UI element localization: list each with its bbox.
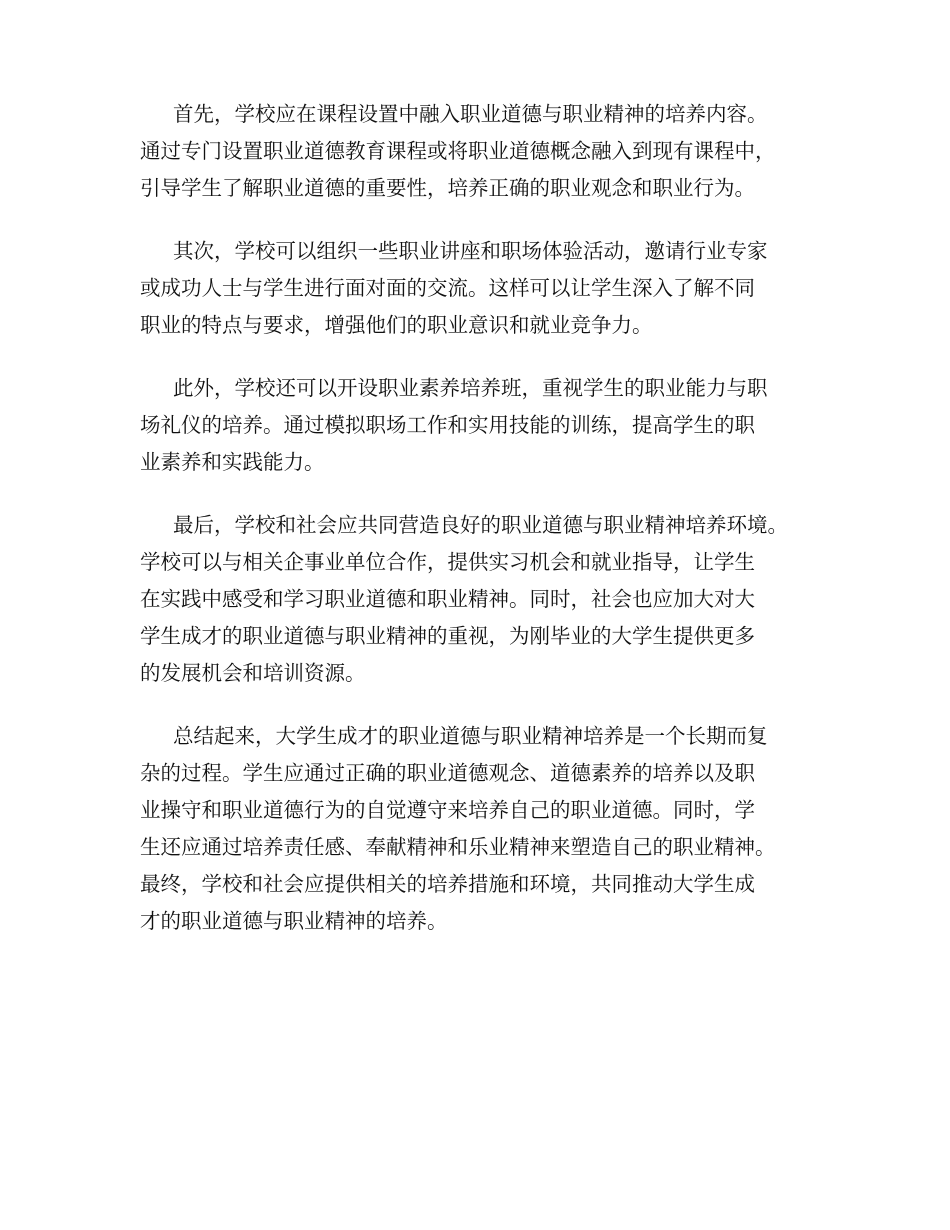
text-line: 职业的特点与要求，增强他们的职业意识和就业竞争力。 [140,313,653,337]
text-line: 业素养和实践能力。 [140,450,325,474]
paragraph-training-class [140,370,830,481]
text-line: 总结起来，大学生成才的职业道德与职业精神培养是一个长期而复 [173,724,768,748]
text-line: 通过专门设置职业道德教育课程或将职业道德概念融入到现有课程中， [140,139,776,163]
text-line: 才的职业道德与职业精神的培养。 [140,909,448,933]
text-line: 其次，学校可以组织一些职业讲座和职场体验活动，邀请行业专家 [173,239,768,263]
text-line: 的发展机会和培训资源。 [140,661,366,685]
text-line: 在实践中感受和学习职业道德和职业精神。同时，社会也应加大对大 [140,587,755,611]
text-line: 杂的过程。学生应通过正确的职业道德观念、道德素养的培养以及职 [140,761,755,785]
text-line: 最终，学校和社会应提供相关的培养措施和环境，共同推动大学生成 [140,872,755,896]
text-line: 生还应通过培养责任感、奉献精神和乐业精神来塑造自己的职业精神。 [140,835,776,859]
paragraph-environment [140,507,830,692]
paragraph-curriculum [140,96,830,207]
document-body [140,96,830,966]
text-line: 首先，学校应在课程设置中融入职业道德与职业精神的培养内容。 [173,102,768,126]
paragraph-lectures [140,233,830,344]
text-line: 或成功人士与学生进行面对面的交流。这样可以让学生深入了解不同 [140,276,755,300]
paragraph-summary [140,718,830,940]
text-line: 学校可以与相关企事业单位合作，提供实习机会和就业指导，让学生 [140,550,755,574]
text-line: 场礼仪的培养。通过模拟职场工作和实用技能的训练，提高学生的职 [140,413,755,437]
text-line: 引导学生了解职业道德的重要性，培养正确的职业观念和职业行为。 [140,176,755,200]
text-line: 学生成才的职业道德与职业精神的重视，为刚毕业的大学生提供更多 [140,624,755,648]
text-line: 此外，学校还可以开设职业素养培养班，重视学生的职业能力与职 [173,376,768,400]
text-line: 业操守和职业道德行为的自觉遵守来培养自己的职业道德。同时，学 [140,798,755,822]
text-line: 最后，学校和社会应共同营造良好的职业道德与职业精神培养环境。 [173,513,788,537]
